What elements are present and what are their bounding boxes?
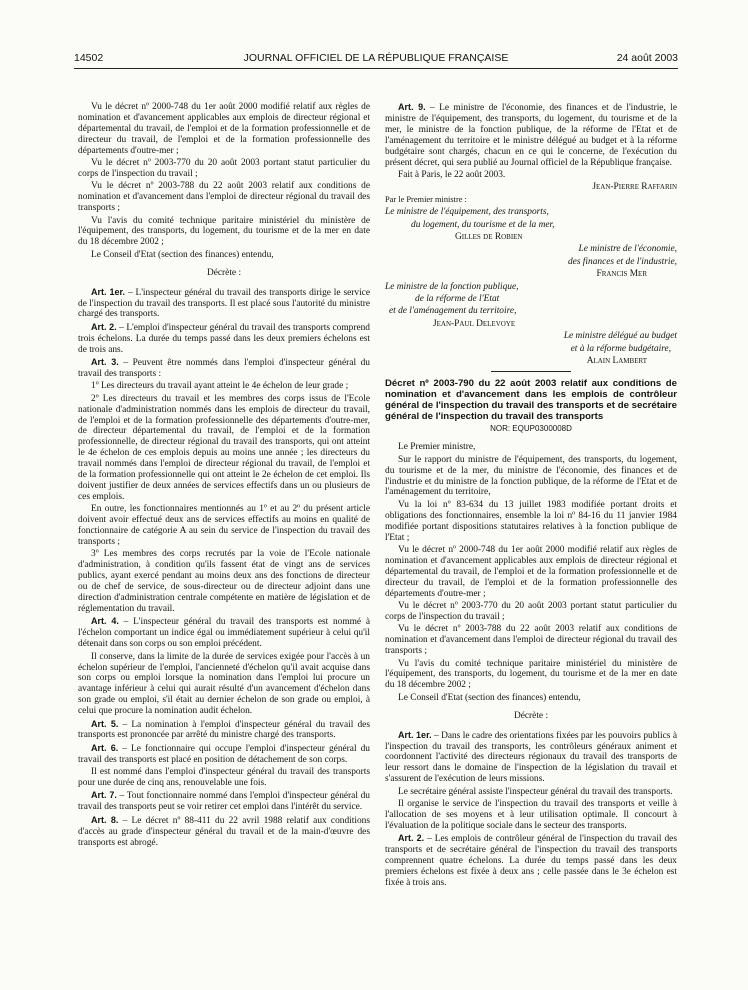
- par-premier-ministre: Par le Premier ministre :: [385, 194, 467, 204]
- article-label: Art. 2.: [91, 321, 117, 332]
- article-label: Art. 1er.: [398, 729, 432, 740]
- minister-title: Le ministre délégué au budget: [563, 331, 677, 342]
- article-7: Art. 7. – Tout fonctionnaire nommé dans l'emploi d'inspecteur général du travail des transports peut se voir retirer cet emploi dans l'intérêt du service.: [78, 790, 370, 813]
- visa-paragraph: Vu le décret nº 2000-748 du 1er août 2000 modifié relatif aux règles de nomination et d'avancement applicables aux emplois de directeur régional et départemental du travail, de l'emploi et de la formation professionnelle et de directeur du travail, de l'emploi et de la formation professionnelle des départements d'outre-mer ;: [385, 545, 677, 599]
- fait-a-paris: Fait à Paris, le 22 août 2003.: [398, 169, 506, 180]
- article-9: Art. 9. – Le ministre de l'économie, des finances et de l'industrie, le ministre de l'équipement, des transports, du logement, du tourisme et de la mer, le ministre de la fonction publique, de la réforme de l'Etat et de l'aménagement du territoire et le ministre délégué au budget et à la réforme budgétaire sont chargés, chacun en ce qui le concerne, de l'exécution du présent décret, qui sera publié au Journal officiel de la République française.: [385, 102, 677, 168]
- article-label: Art. 4.: [91, 616, 119, 627]
- visa-paragraph: Vu le décret nº 2003-788 du 22 août 2003 relatif aux conditions de nomination et d'avancement dans l'emploi de directeur régional du travail des transports ;: [78, 181, 370, 214]
- journal-title: JOURNAL OFFICIEL DE LA RÉPUBLIQUE FRANÇAISE: [243, 52, 509, 64]
- visa-paragraph: Vu le décret nº 2003-788 du 22 août 2003 relatif aux conditions de nomination et d'avancement dans l'emploi de directeur régional du travail des transports ;: [385, 624, 677, 657]
- article-label: Art. 9.: [398, 102, 426, 112]
- separator-rule: [491, 371, 571, 372]
- article-8: Art. 8. – Le décret nº 88-411 du 22 avril 1988 relatif aux conditions d'accès au grade d'inspecteur général du travail et de la main-d'œuvre des transports est abrogé.: [78, 814, 370, 848]
- signatory: Jean-Paul Delevoye: [433, 318, 516, 329]
- minister-title: Le ministre de l'économie,: [578, 244, 677, 255]
- minister-title: du logement, du tourisme et de la mer,: [411, 219, 555, 230]
- signatory: Jean-Pierre Raffarin: [592, 182, 677, 193]
- article-label: Art. 5.: [91, 718, 119, 729]
- article-6: Art. 6. – Le fonctionnaire qui occupe l'emploi d'inspecteur général du travail des transports est placé en position de détachement de son corps.: [78, 742, 370, 765]
- visa-paragraph: Vu l'avis du comité technique paritaire ministériel du ministère de l'équipement, des transports, du logement, du tourisme et de la mer en date du 18 décembre 2002 ;: [78, 215, 370, 248]
- minister-title: de la réforme de l'Etat: [415, 294, 500, 304]
- article-paragraph: En outre, les fonctionnaires mentionnés au 1º et au 2º du présent article doivent avoir effectué deux ans de services effectifs au moins en qualité de fonctionnaire de catégorie A au sein du service de l'inspection du travail des transports ;: [78, 504, 370, 548]
- decrete-heading: Décrète :: [513, 711, 549, 722]
- article-3: Art. 3. – Peuvent être nommés dans l'emploi d'inspecteur général du travail des transports :: [78, 357, 370, 379]
- page-number: 14502: [74, 52, 104, 64]
- article-1: Art. 1er. – L'inspecteur général du travail des transports dirige le service de l'inspection du travail des transports. Il est placé sous l'autorité du ministre chargé des transports.: [78, 286, 370, 320]
- article-paragraph: Le secrétaire général assiste l'inspecteur général du travail des transports.: [398, 786, 673, 797]
- premier-ministre: Le Premier ministre,: [398, 442, 476, 453]
- signatory: Francis Mer: [596, 269, 647, 280]
- minister-title: Le ministre de la fonction publique,: [385, 281, 519, 292]
- decree-title: Décret nº 2003-790 du 22 août 2003 relatif aux conditions de nomination et d'avancement dans les emplois de contrôleur général de l'inspection du travail des transports et de secrétaire général de l'inspection du travail des transports: [385, 377, 677, 422]
- article-4: Art. 4. – L'inspecteur général du travail des transports est nommé à l'échelon comportant un indice égal ou immédiatement supérieur à celui qu'il détenait dans son corps ou son emploi précédent.: [78, 616, 370, 650]
- visa-paragraph: Vu le décret nº 2003-770 du 20 août 2003 portant statut particulier du corps de l'inspection du travail ;: [385, 601, 677, 622]
- article-paragraph: 2º Les directeurs du travail et les membres des corps issus de l'Ecole nationale d'administration nommés dans les emplois de directeur du travail, de l'emploi et de la formation professionnelle des départements d'outre-mer, de directeur départemental du travail, de l'emploi et de la formation professionnelle, de directeur régional du travail des transports, qui ont atteint le 4e échelon de ces emplois depuis au moins une année ; les directeurs du travail nommés dans l'emploi de directeur régional du travail, de l'emploi et de la formation professionnelle qui ont atteint le 2e échelon de cet emploi. Ils doivent justifier de deux années de services effectifs dans un ou plusieurs de ces emplois.: [78, 393, 370, 502]
- article-2: Art. 2. – Les emplois de contrôleur général de l'inspection du travail des transports et de secrétaire général de l'inspection du travail des transports comprennent quatre échelons. La durée du temps passé dans les deux premiers échelons est fixée à deux ans ; celle passée dans le 3e échelon est fixée à trois ans.: [385, 833, 677, 888]
- minister-title: Le ministre de l'équipement, des transports,: [385, 207, 549, 218]
- header-rule: [74, 68, 678, 69]
- article-label: Art. 8.: [91, 814, 119, 825]
- article-2: Art. 2. – L'emploi d'inspecteur général du travail des transports comprend trois échelons. La durée du temps passé dans les deux premiers échelons est de trois ans.: [78, 321, 370, 355]
- signatory: Gilles de Robien: [455, 231, 523, 242]
- visa-paragraph: Vu l'avis du comité technique paritaire ministériel du ministère de l'équipement, des transports, du logement, du tourisme et de la mer en date du 18 décembre 2002 ;: [385, 658, 677, 691]
- article-label: Art. 3.: [91, 357, 119, 368]
- minister-title: et à la réforme budgétaire,: [570, 343, 671, 354]
- conseil-etat: Le Conseil d'Etat (section des finances) entendu,: [398, 692, 581, 703]
- right-column: [385, 102, 677, 890]
- article-label: Art. 7.: [91, 790, 117, 801]
- conseil-etat: Le Conseil d'Etat (section des finances) entendu,: [91, 249, 274, 260]
- article-1: Art. 1er. – Dans le cadre des orientations fixées par les pouvoirs publics à l'inspection du travail des transports, les contrôleurs généraux animent et coordonnent l'activité des directeurs régionaux du travail des transports de leur ressort dans le domaine de l'inspection de la législation du travail et s'assurent de l'exécution de leurs missions.: [385, 729, 677, 785]
- visa-paragraph: Vu le décret nº 2000-748 du 1er août 2000 modifié relatif aux règles de nomination et d'avancement applicables aux emplois de directeur régional et départemental du travail, de l'emploi et de la formation professionnelle et de directeur du travail, de l'emploi et de la formation professionnelle des départements d'outre-mer ;: [78, 102, 370, 156]
- article-paragraph: 3º Les membres des corps recrutés par la voie de l'Ecole nationale d'administration, à condition qu'ils fassent état de vingt ans de services publics, ayant exercé pendant au moins deux ans des fonctions de directeur ou de chef de service, de sous-directeur ou de directeur adjoint dans une direction d'administration centrale compétente en matière de législation et de réglementation du travail.: [78, 549, 370, 614]
- article-paragraph: Il conserve, dans la limite de la durée de services exigée pour l'accès à un échelon supérieur de l'emploi, l'ancienneté d'échelon qu'il avait acquise dans son corps ou emploi lorsque la nomination dans l'emploi lui procure un avantage inférieur à celui qui aurait résulté d'un avancement d'échelon dans son grade ou emploi, s'il était au dernier échelon de son grade ou emploi, à celui que procure la nomination audit échelon.: [78, 651, 370, 717]
- visa-paragraph: Vu la loi nº 83-634 du 13 juillet 1983 modifiée portant droits et obligations des fonctionnaires, ensemble la loi nº 84-16 du 11 janvier 1984 modifiée portant dispositions statutaires relatives à la fonction publique de l'Etat ;: [385, 499, 677, 543]
- minister-title: des finances et de l'industrie,: [567, 256, 677, 267]
- article-5: Art. 5. – La nomination à l'emploi d'inspecteur général du travail des transports est prononcée par arrêté du ministre chargé des transports.: [78, 718, 370, 741]
- article-label: Art. 6.: [91, 742, 119, 753]
- article-paragraph: Il organise le service de l'inspection du travail des transports et veille à l'allocation de ses moyens et à leur utilisation optimale. Il concourt à l'évaluation de la politique sociale dans le secteur des transports.: [385, 799, 677, 831]
- article-paragraph: 1º Les directeurs du travail ayant atteint le 4e échelon de leur grade ;: [91, 381, 349, 392]
- article-label: Art. 2.: [398, 833, 425, 844]
- issue-date: 24 août 2003: [616, 52, 678, 64]
- page-header: [74, 52, 678, 66]
- decrete-heading: Décrète :: [206, 268, 242, 279]
- left-column: [78, 102, 370, 850]
- visa-paragraph: Vu le décret nº 2003-770 du 20 août 2003 portant statut particulier du corps de l'inspection du travail ;: [78, 158, 370, 179]
- signatory: Alain Lambert: [586, 356, 647, 367]
- article-paragraph: Il est nommé dans l'emploi d'inspecteur général du travail des transports pour une durée de cinq ans, renouvelable une fois.: [78, 767, 370, 789]
- nor-reference: NOR: EQUP0300008D: [490, 423, 572, 433]
- rapport-paragraph: Sur le rapport du ministre de l'équipement, des transports, du logement, du tourisme et de la mer, du ministre de l'économie, des finances et de l'industrie et du ministre de la fonction publique, de la réforme de l'Etat et de l'aménagement du territoire,: [385, 454, 677, 498]
- minister-title: et de l'aménagement du territoire,: [389, 306, 517, 317]
- article-label: Art. 1er.: [91, 286, 126, 297]
